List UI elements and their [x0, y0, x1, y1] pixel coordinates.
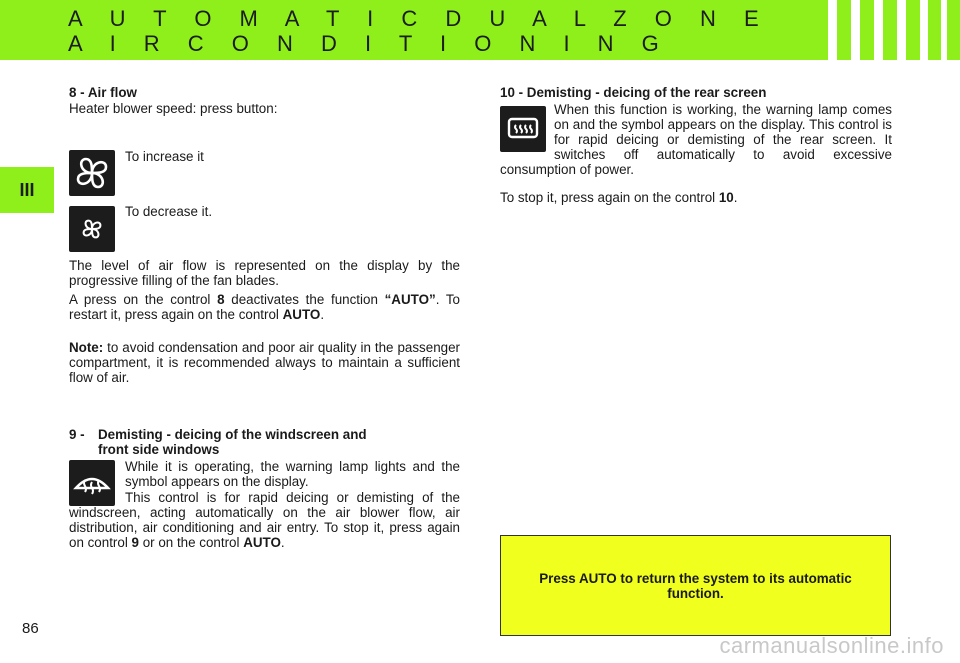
page-number: 86 — [22, 620, 39, 637]
section10-heading: 10 - Demisting - deicing of the rear screen — [500, 85, 767, 100]
note-paragraph: Note: to avoid condensation and poor air quality in the passenger compartment, it is recommended always to maintain a sufficient flow of air. — [69, 340, 460, 385]
section10-text2: To stop it, press again on the control 10. — [500, 190, 738, 205]
section9-heading-line2: front side windows — [98, 442, 220, 457]
section8-heading: 8 - Air flow — [69, 85, 137, 100]
level-text: The level of air flow is represented on the display by the progressive filling of the fan blades. — [69, 258, 460, 288]
section9-heading-line1: Demisting - deicing of the windscreen and — [98, 427, 367, 442]
section9-text2: This control is for rapid deicing or demisting of the windscreen, acting automatically on the air blower flow, air distribution, air conditioning and air entry. To stop it, press again on control 9 or on the control AUTO. — [69, 490, 460, 550]
press-paragraph: A press on the control 8 deactivates the function “AUTO”. To restart it, press again on the control AUTO. — [69, 292, 460, 322]
section8-intro: Heater blower speed: press button: — [69, 101, 278, 116]
decrease-text: To decrease it. — [125, 204, 213, 219]
page-title-line1: A U T O M A T I C D U A L Z O N E — [68, 6, 770, 31]
section10-text1: When this function is working, the warning lamp comes on and the symbol appears on the display. This control is for rapid deicing or demisting of the rear screen. It switches off automatically to avoid excessive consumption of power. — [500, 102, 892, 177]
section9-heading-num: 9 - — [69, 427, 85, 442]
fan-large-icon — [69, 150, 115, 196]
chapter-tab: III — [0, 167, 54, 213]
watermark: carmanualsonline.info — [719, 633, 944, 658]
increase-text: To increase it — [125, 149, 204, 164]
auto-note-text: Press AUTO to return the system to its automatic function. — [539, 570, 852, 601]
auto-note-box — [500, 535, 891, 636]
header-banner — [0, 0, 960, 60]
page-title-line2: A I R C O N D I T I O N I N G — [68, 31, 670, 56]
section9-text1: While it is operating, the warning lamp lights and the symbol appears on the display. — [125, 459, 460, 489]
fan-small-icon — [69, 206, 115, 252]
